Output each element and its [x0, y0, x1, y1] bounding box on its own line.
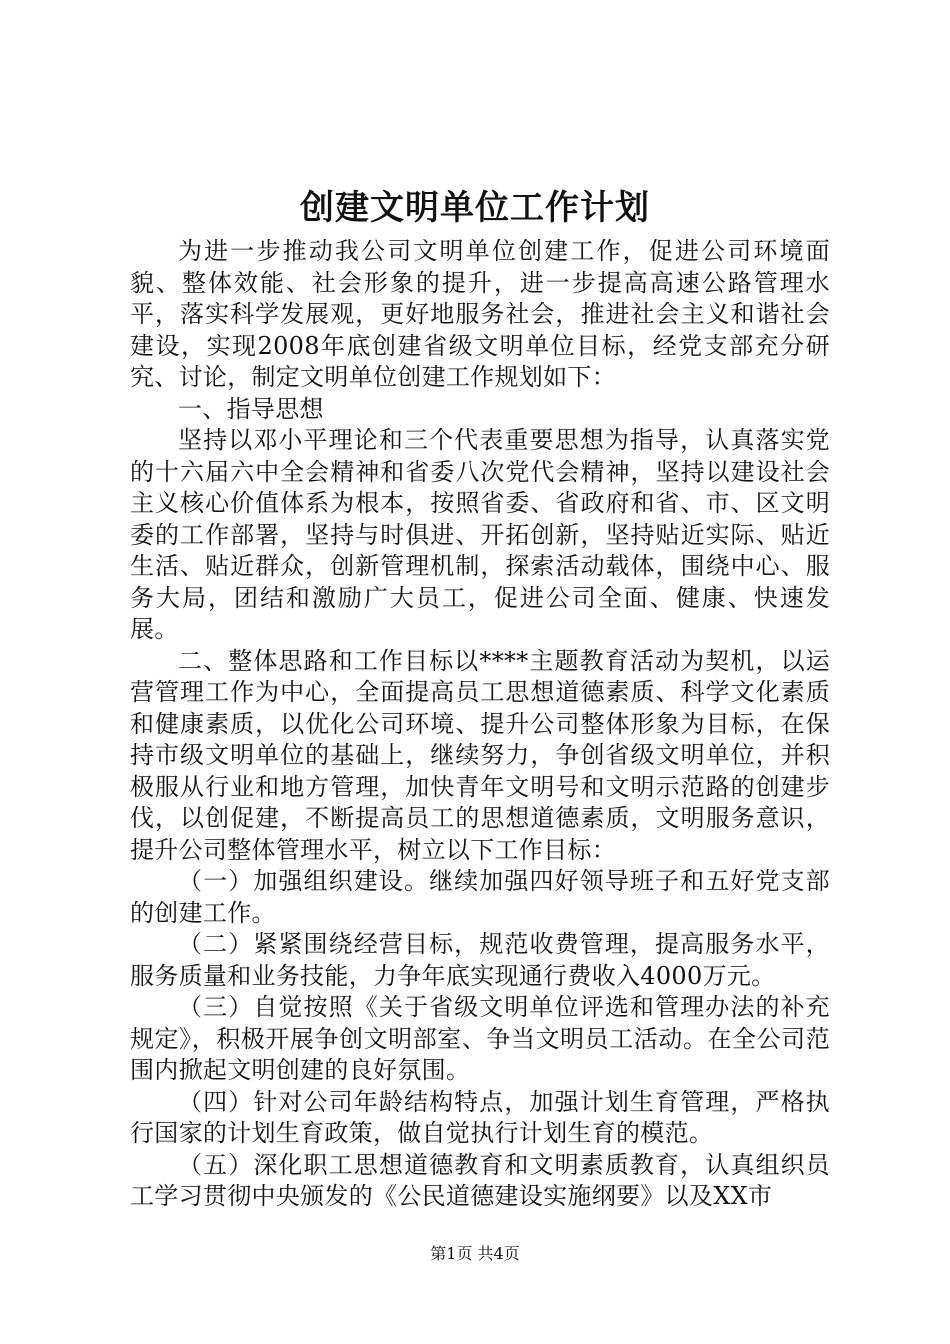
document-body	[130, 236, 830, 1213]
list-item-goal-1: （一）加强组织建设。继续加强四好领导班子和五好党支部的创建工作。	[130, 867, 830, 927]
page-footer: 第1页 共4页	[430, 1244, 520, 1263]
list-item-goal-3: （三）自觉按照《关于省级文明单位评选和管理办法的补充规定》，积极开展争创文明部室、争当文明员工活动。在全公司范围内掀起文明创建的良好氛围。	[130, 993, 830, 1084]
paragraph-intro: 为进一步推动我公司文明单位创建工作，促进公司环境面貌、整体效能、社会形象的提升，进一步提高高速公路管理水平，落实科学发展观，更好地服务社会，推进社会主义和谐社会建设，实现2008年底创建省级文明单位目标，经党支部充分研究、讨论，制定文明单位创建工作规划如下：	[130, 237, 830, 391]
list-item-goal-4: （四）针对公司年龄结构特点，加强计划生育管理，严格执行国家的计划生育政策，做自觉执行计划生育的模范。	[130, 1087, 830, 1147]
paragraph-guiding-ideology: 坚持以邓小平理论和三个代表重要思想为指导，认真落实党的十六届六中全会精神和省委八次党代会精神，坚持以建设社会主义核心价值体系为根本，按照省委、省政府和省、市、区文明委的工作部署，坚持与时俱进、开拓创新，坚持贴近实际、贴近生活、贴近群众，创新管理机制，探索活动载体，围绕中心、服务大局，团结和激励广大员工，促进公司全面、健康、快速发展。	[130, 426, 830, 643]
list-item-goal-5: （五）深化职工思想道德教育和文明素质教育，认真组织员工学习贯彻中央颁发的《公民道德建设实施纲要》以及XX市	[130, 1150, 830, 1210]
section-heading-guiding-ideology: 一、指导思想	[178, 394, 324, 423]
list-item-goal-2: （二）紧紧围绕经营目标，规范收费管理，提高服务水平，服务质量和业务技能，力争年底实现通行费收入4000万元。	[130, 930, 830, 990]
document-title: 创建文明单位工作计划	[300, 188, 650, 228]
paragraph-overall-goals: 二、整体思路和工作目标以****主题教育活动为契机，以运营管理工作为中心，全面提高员工思想道德素质、科学文化素质和健康素质，以优化公司环境、提升公司整体形象为目标，在保持市级文明单位的基础上，继续努力，争创省级文明单位，并积极服从行业和地方管理，加快青年文明号和文明示范路的创建步伐，以创促建，不断提高员工的思想道德素质，文明服务意识，提升公司整体管理水平，树立以下工作目标：	[130, 646, 830, 864]
